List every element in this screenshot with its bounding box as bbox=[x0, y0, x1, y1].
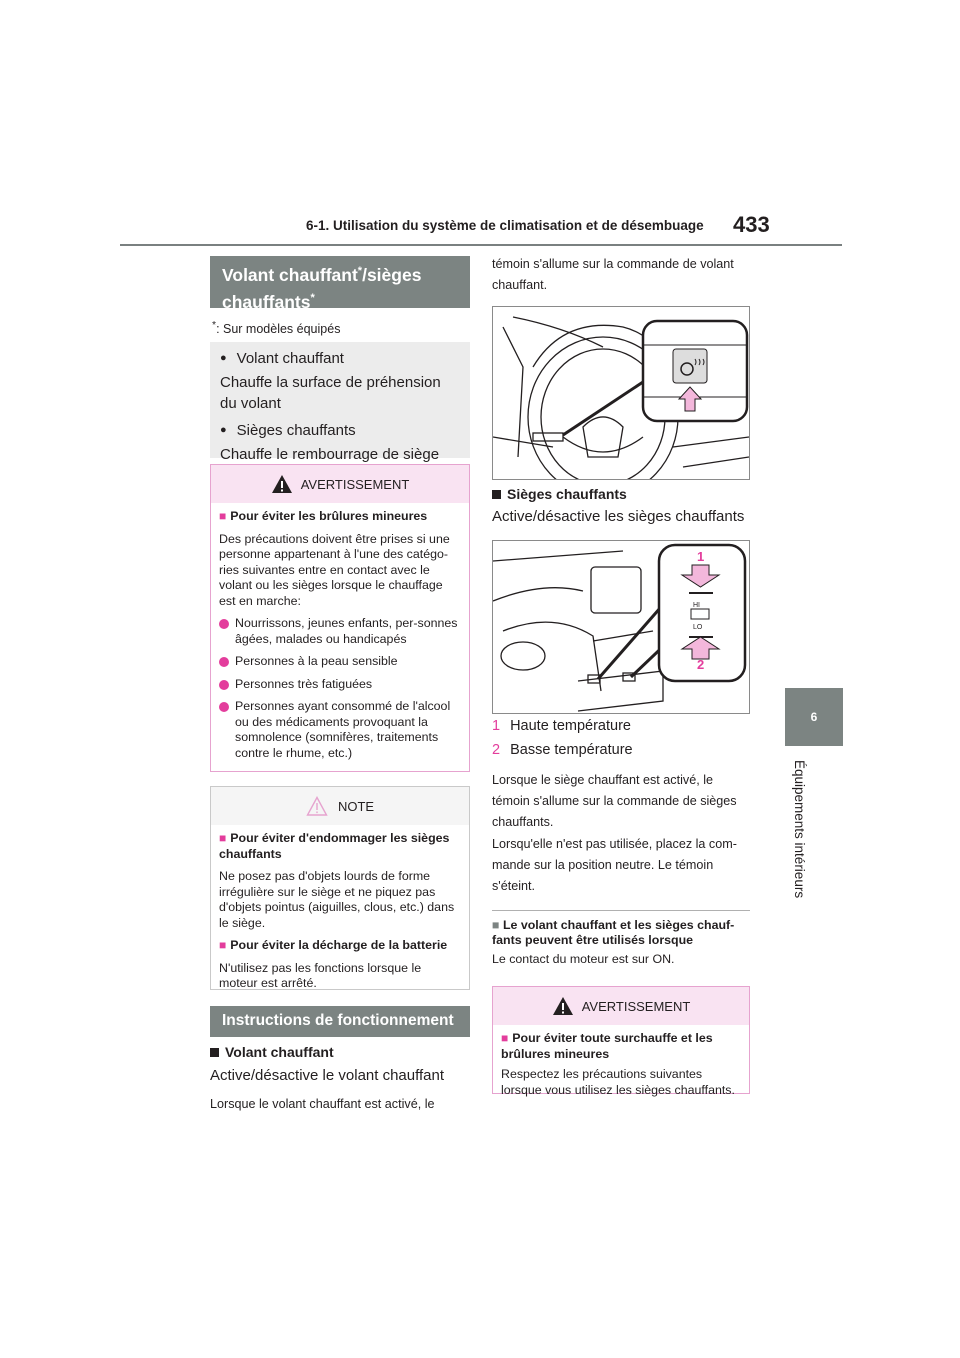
warning-triangle-icon bbox=[552, 996, 574, 1016]
seat-heater-illustration bbox=[493, 541, 749, 713]
chapter-title: 6-1. Utilisation du système de climatisation et de désembuage bbox=[306, 218, 704, 233]
switch-label-hi: HI bbox=[693, 602, 700, 609]
seats-text: Lorsque le siège chauffant est activé, le témoin s'allume sur la commande de sièges chauffants. bbox=[492, 773, 737, 829]
subhead-seats: Sièges chauffants bbox=[492, 486, 627, 502]
callout-2: 2 bbox=[697, 657, 705, 672]
note-text: N'utilisez pas les fonctions lorsque le moteur est arrêté. bbox=[219, 960, 422, 990]
section-title-instructions: Instructions de fonctionnement bbox=[210, 1006, 470, 1036]
note-subtitle: ■ Pour éviter la décharge de la batterie bbox=[219, 938, 448, 952]
seat-heater-figure bbox=[492, 540, 750, 714]
condition-heading: ■ Le volant chauffant et les sièges chauf-fants peuvent être utilisés lorsque bbox=[492, 918, 735, 947]
header-rule bbox=[120, 244, 842, 246]
caution-triangle-icon bbox=[306, 796, 328, 816]
section-title-heated-features: Volant chauffant*/sièges chauffants* bbox=[210, 256, 470, 308]
warning-box bbox=[210, 464, 470, 772]
list-item: Personnes à la peau sensible bbox=[219, 654, 461, 670]
list-item: Personnes très fatiguées bbox=[219, 677, 461, 693]
steering-text-cont: témoin s'allume sur la commande de volant chauffant. bbox=[492, 257, 734, 292]
steering-text: Lorsque le volant chauffant est activé, le bbox=[210, 1097, 435, 1111]
list-item: Personnes ayant consommé de l'alcool ou des médicaments provoquant la somnolence (somnifères, traitements contre le rhume, etc.) bbox=[219, 699, 461, 761]
note-box bbox=[210, 786, 470, 990]
note-subtitle: ■ Pour éviter d'endommager les sièges chauffants bbox=[219, 831, 450, 861]
section-rule bbox=[210, 1036, 470, 1037]
feature-desc: Chauffe le rembourrage de siège bbox=[220, 446, 440, 463]
feature-name: ● Sièges chauffants bbox=[220, 420, 460, 441]
divider bbox=[492, 910, 750, 911]
warning-header: AVERTISSEMENT bbox=[211, 465, 469, 503]
page-number: 433 bbox=[733, 212, 770, 237]
feature-list bbox=[210, 342, 470, 463]
note-header: NOTE bbox=[211, 787, 469, 825]
steering-wheel-illustration bbox=[493, 307, 749, 479]
subhead-steering: Volant chauffant bbox=[210, 1044, 334, 1060]
condition-text: Le contact du moteur est sur ON. bbox=[492, 952, 675, 966]
warning-text: Respectez les précautions suivantes lorsque vous utilisez les sièges chauffants. bbox=[501, 1067, 735, 1097]
note-text: Ne posez pas d'objets lourds de forme irrégulière sur le siège et ne piquez pas d'objets pointus (aiguilles, clous, etc.) dans le siège. bbox=[219, 869, 455, 930]
steering-heater-figure bbox=[492, 306, 750, 480]
warning-intro: Des précautions doivent être prises si une personne appartenant à l'une des catégo-ries suivantes entre en contact avec le volant ou les sièges lorsque le chauffage est en marche: bbox=[219, 531, 450, 608]
legend-item: 2 Basse température bbox=[492, 742, 633, 758]
neutral-text: Lorsqu'elle n'est pas utilisée, placez la com-mande sur la position neutre. Le témoin s'éteint. bbox=[492, 837, 737, 893]
callout-1: 1 bbox=[697, 549, 705, 564]
chapter-tab-label: Équipements intérieurs bbox=[792, 760, 807, 899]
warning-subtitle: ■ Pour éviter les brûlures mineures bbox=[219, 509, 428, 523]
switch-label-lo: LO bbox=[693, 624, 703, 631]
feature-desc: Chauffe la surface de préhension du volant bbox=[220, 374, 441, 412]
feature-name: ● Volant chauffant bbox=[220, 348, 460, 369]
warning-header: AVERTISSEMENT bbox=[493, 987, 749, 1025]
warning-subtitle: ■ Pour éviter toute surchauffe et les brûlures mineures bbox=[501, 1031, 713, 1061]
seats-desc: Active/désactive les sièges chauffants bbox=[492, 508, 745, 525]
warning-triangle-icon bbox=[271, 474, 293, 494]
legend-item: 1 Haute température bbox=[492, 718, 631, 734]
warning-box bbox=[492, 986, 750, 1097]
footnote: *: Sur modèles équipés bbox=[212, 320, 341, 337]
chapter-tab[interactable]: 6 bbox=[785, 688, 843, 746]
steering-desc: Active/désactive le volant chauffant bbox=[210, 1067, 445, 1084]
list-item: Nourrissons, jeunes enfants, per-sonnes âgées, malades ou handicapés bbox=[219, 616, 461, 647]
